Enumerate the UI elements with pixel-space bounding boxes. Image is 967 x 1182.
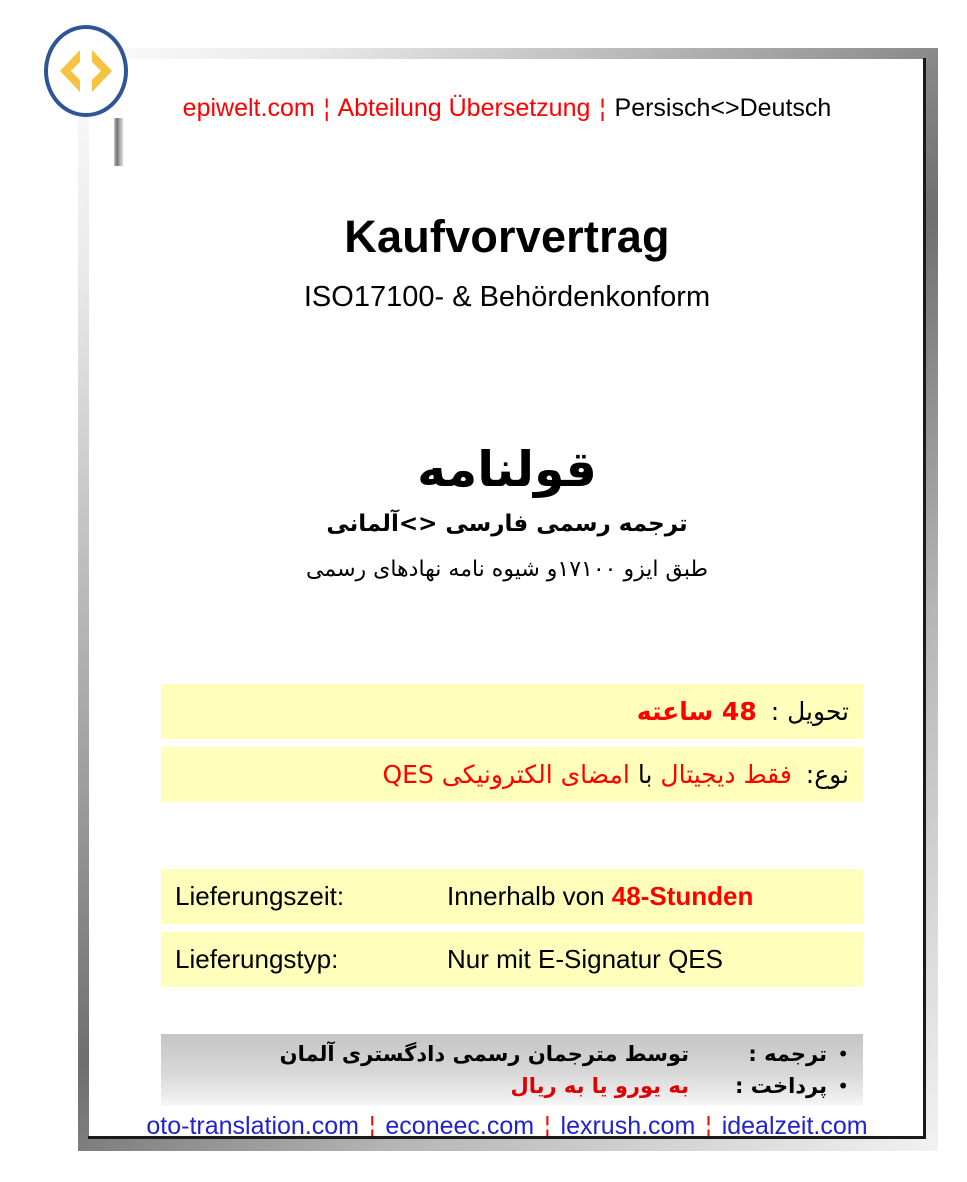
spec-value-type-fa-digital: فقط دیجیتال	[660, 760, 792, 789]
masthead-department: Abteilung Übersetzung	[337, 94, 591, 122]
masthead	[89, 95, 925, 123]
page-title-de: Kaufvorvertrag	[344, 211, 670, 262]
term-row-translation	[175, 1038, 849, 1070]
spec-label-lieferungszeit: Lieferungszeit:	[175, 881, 345, 911]
term-key-translation: ترجمه :	[748, 1042, 827, 1066]
spec-row-type-fa	[161, 747, 863, 802]
spec-value-delivery-fa: 48 ساعته	[636, 697, 757, 726]
bullet-icon: •	[837, 1074, 849, 1098]
document-body	[89, 59, 925, 1138]
page-subtitle-fa: ترجمه رسمی فارسی <>آلمانی	[326, 511, 688, 537]
footer-link-idealzeit[interactable]: idealzeit.com	[721, 1112, 868, 1138]
spec-value-type-fa-signature: امضای الکترونیکی QES	[382, 760, 630, 789]
bullet-icon: •	[837, 1042, 849, 1066]
document-frame	[78, 48, 938, 1151]
term-value-translation: توسط مترجمان رسمی دادگستری آلمان	[279, 1042, 689, 1066]
brand-logo[interactable]	[40, 22, 132, 120]
footer-separator-2: ¦	[544, 1112, 551, 1138]
spec-row-lieferungszeit	[161, 869, 863, 924]
spec-group-de	[161, 869, 863, 995]
code-chevrons-icon	[40, 22, 132, 120]
spec-label-lieferungstyp: Lieferungstyp:	[175, 944, 339, 974]
spec-row-delivery-fa	[161, 684, 863, 739]
page-title-fa: قولنامه	[417, 441, 597, 498]
term-key-payment: پرداخت :	[735, 1074, 827, 1098]
logo-stem-decoration	[114, 118, 123, 166]
page-subtitle-de: ISO17100- & Behördenkonform	[303, 281, 711, 313]
footer-separator-1: ¦	[368, 1112, 376, 1138]
spec-label-delivery-fa: تحویل :	[770, 697, 849, 726]
spec-group-fa	[161, 684, 863, 810]
footer-links	[89, 1112, 925, 1138]
spec-value-lieferungszeit	[447, 881, 849, 912]
masthead-language-pair: Persisch<>Deutsch	[614, 94, 832, 122]
spec-row-lieferungstyp	[161, 932, 863, 987]
spec-value-lieferungszeit-text: Innerhalb von	[447, 881, 612, 911]
footer-link-oto-translation[interactable]: oto-translation.com	[146, 1112, 359, 1138]
spec-value-lieferungszeit-highlight: 48-Stunden	[611, 881, 754, 911]
footer-link-lexrush[interactable]: lexrush.com	[560, 1112, 696, 1138]
footer-link-econeec[interactable]: econeec.com	[385, 1112, 535, 1138]
footer-separator-3: ¦	[705, 1112, 712, 1138]
masthead-separator-1: ¦	[323, 95, 330, 122]
spec-value-lieferungstyp: Nur mit E-Signatur QES	[447, 944, 723, 974]
spec-value-type-fa-conjunction: با	[637, 760, 653, 789]
term-value-payment: به یورو یا به ریال	[510, 1074, 689, 1098]
page-note-fa: طبق ایزو ۱۷۱۰۰و شیوه نامه نهادهای رسمی	[306, 557, 708, 582]
masthead-brand[interactable]: epiwelt.com	[182, 94, 315, 122]
terms-panel	[161, 1034, 863, 1106]
term-row-payment	[175, 1070, 849, 1102]
spec-label-type-fa: نوع:	[805, 760, 849, 789]
masthead-separator-2: ¦	[599, 95, 606, 122]
